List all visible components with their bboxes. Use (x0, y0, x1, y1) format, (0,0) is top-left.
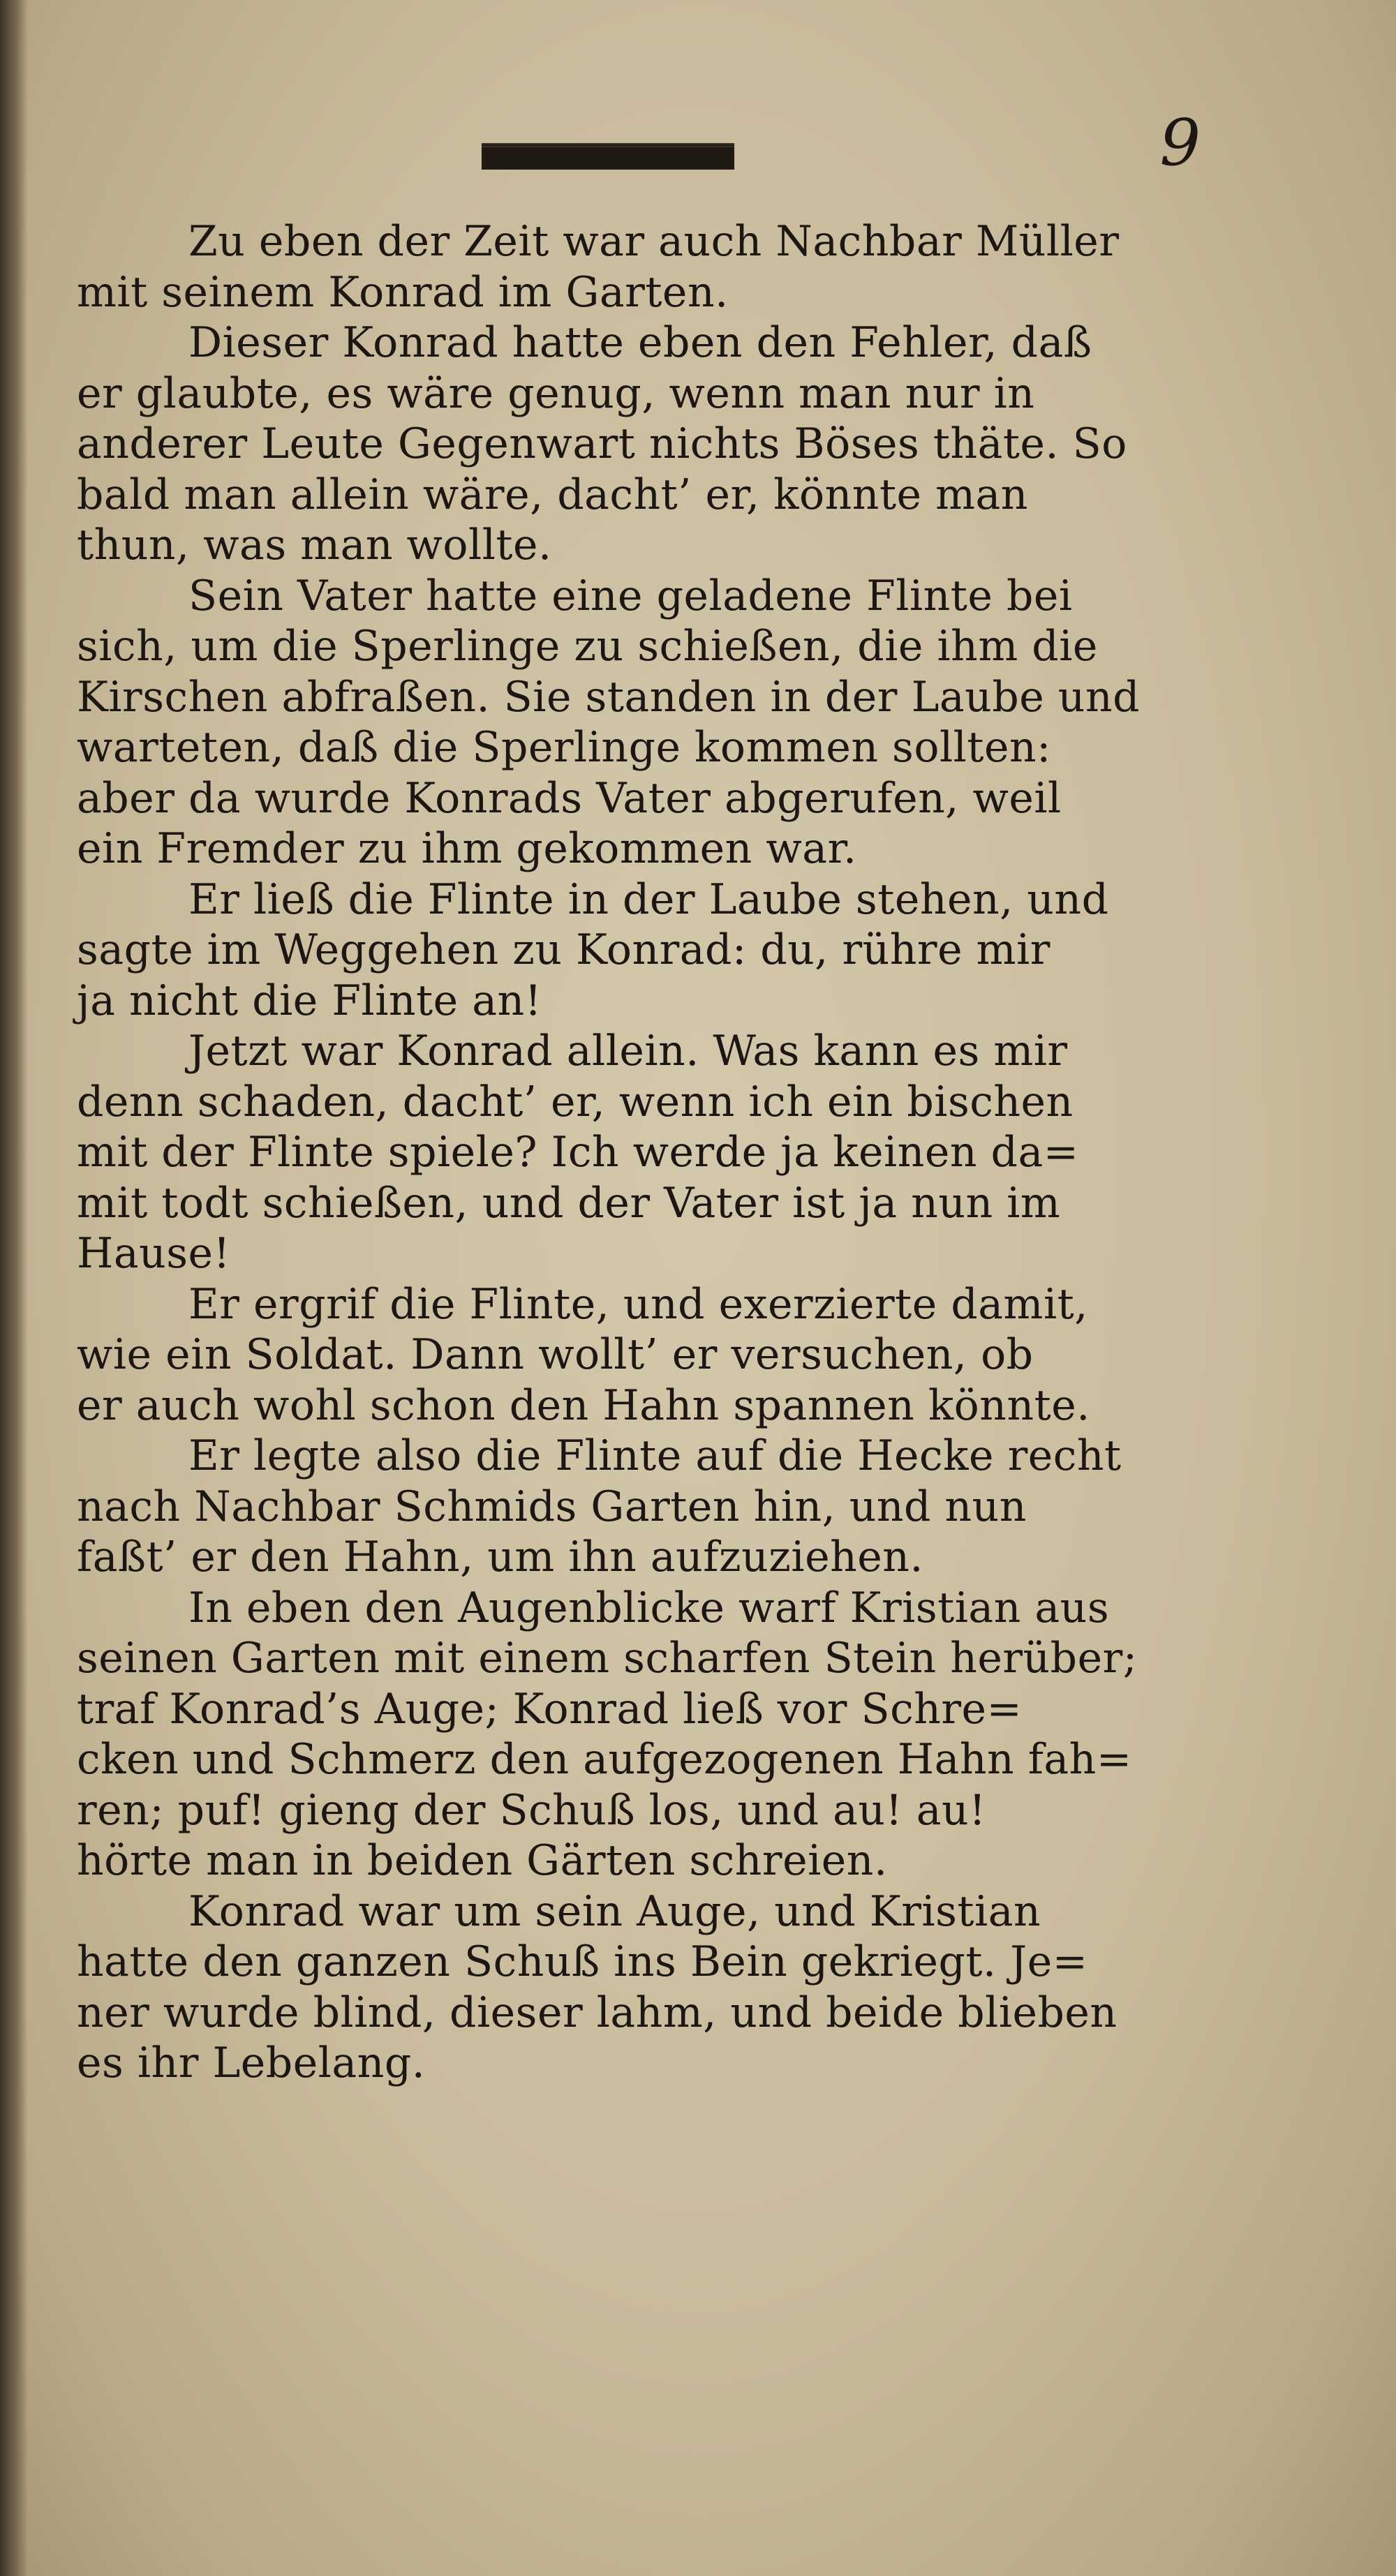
text-line: ner wurde blind, dieser lahm, und beide blieben (77, 1988, 1117, 2037)
text-line: ja nicht die Flinte an! (77, 976, 542, 1025)
text-line: aber da wurde Konrads Vater abgerufen, weil (77, 773, 1062, 823)
text-line: ein Fremder zu ihm gekommen war. (77, 824, 857, 873)
text-line: wie ein Soldat. Dann wollt’ er versuchen, ob (77, 1330, 1034, 1379)
text-line: hörte man in beiden Gärten schreien. (77, 1836, 888, 1885)
text-line: Kirschen abfraßen. Sie standen in der Laube und (77, 672, 1141, 722)
text-line: er glaubte, es wäre genug, wenn man nur in (77, 368, 1035, 418)
text-line: mit der Flinte spiele? Ich werde ja keinen da= (77, 1128, 1079, 1177)
text-line: nach Nachbar Schmids Garten hin, und nun (77, 1482, 1027, 1531)
text-line: mit todt schießen, und der Vater ist ja nun im (77, 1178, 1061, 1228)
text-line: thun, was man wollte. (77, 521, 552, 569)
text-line: Er legte also die Flinte auf die Hecke recht (188, 1431, 1122, 1480)
body-text (77, 216, 1222, 2089)
text-line: hatte den ganzen Schuß ins Bein gekriegt. Je= (77, 1937, 1088, 1986)
text-line: mit seinem Konrad im Garten. (77, 267, 729, 317)
page-number: 9 (1159, 105, 1201, 180)
text-line: Jetzt war Konrad allein. Was kann es mir (188, 1027, 1068, 1075)
text-line: es ihr Lebelang. (77, 2039, 426, 2087)
text-line: er auch wohl schon den Hahn spannen könnte. (77, 1380, 1090, 1430)
text-line: Hause! (77, 1229, 231, 1278)
text-line: Dieser Konrad hatte eben den Fehler, daß (188, 318, 1092, 367)
text-line: Er ergrif die Flinte, und exerzierte damit, (188, 1279, 1088, 1329)
text-line: ren; puf! gieng der Schuß los, und au! au! (77, 1785, 986, 1835)
text-line: Er ließ die Flinte in der Laube stehen, und (188, 874, 1109, 924)
page-edge-shadow (0, 0, 28, 2576)
text-line: faßt’ er den Hahn, um ihn aufzuziehen. (77, 1533, 923, 1581)
text-line: sich, um die Sperlinge zu schießen, die ihm die (77, 622, 1098, 671)
text-line: anderer Leute Gegenwart nichts Böses thäte. So (77, 419, 1127, 468)
text-line: warteten, daß die Sperlinge kommen sollten: (77, 723, 1051, 772)
text-line: seinen Garten mit einem scharfen Stein herüber; (77, 1634, 1138, 1683)
text-line: bald man allein wäre, dacht’ er, könnte man (77, 470, 1028, 519)
text-line: denn schaden, dacht’ er, wenn ich ein bischen (77, 1077, 1074, 1126)
text-line: In eben den Augenblicke warf Kristian aus (188, 1583, 1110, 1632)
text-line: Konrad war um sein Auge, und Kristian (188, 1886, 1041, 1936)
text-line: cken und Schmerz den aufgezogenen Hahn fah= (77, 1735, 1132, 1784)
text-line: Zu eben der Zeit war auch Nachbar Müller (188, 217, 1120, 266)
text-line: traf Konrad’s Auge; Konrad ließ vor Schre= (77, 1684, 1023, 1734)
header-rule (482, 143, 734, 170)
text-line: sagte im Weggehen zu Konrad: du, rühre mir (77, 925, 1050, 974)
text-line: Sein Vater hatte eine geladene Flinte bei (188, 571, 1073, 620)
